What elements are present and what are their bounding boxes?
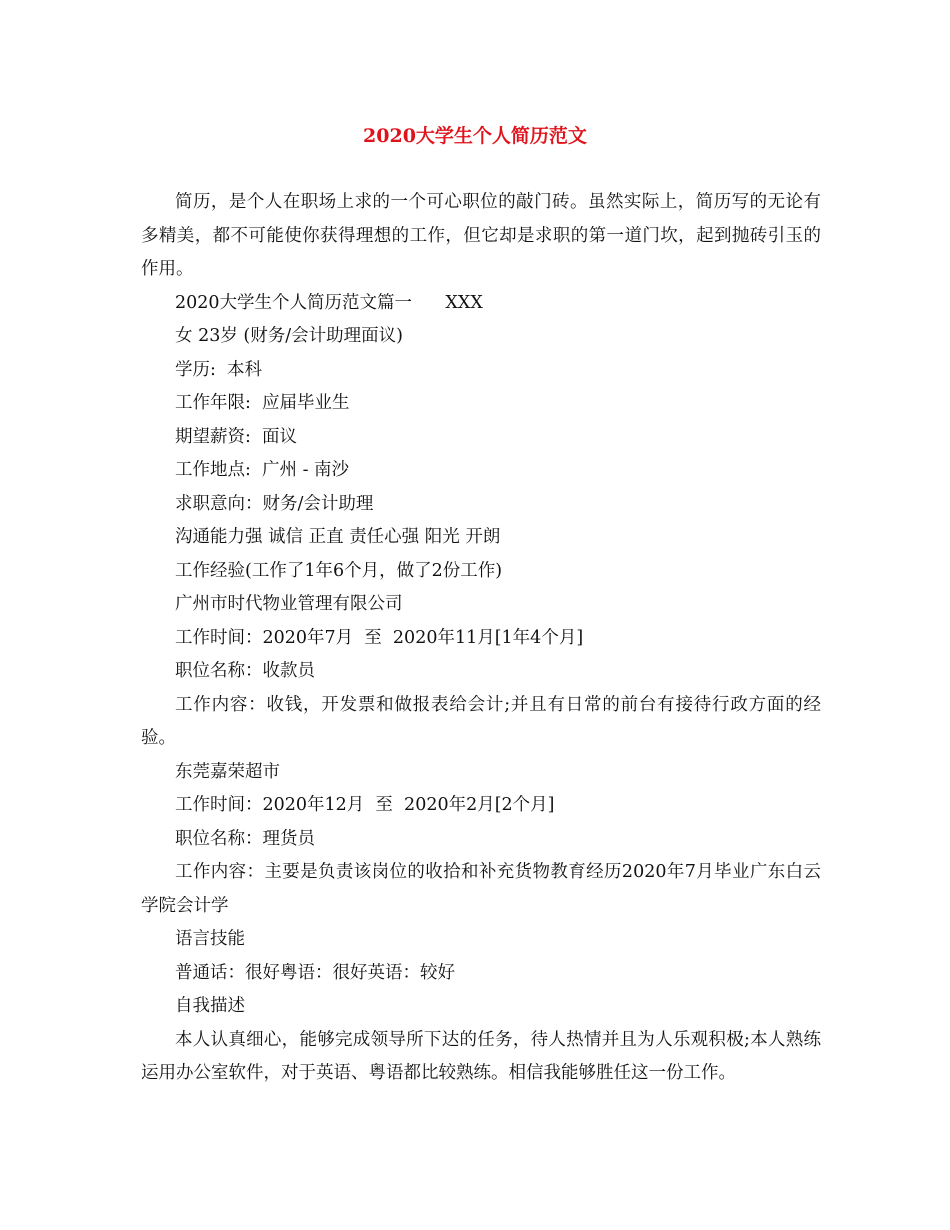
education-line: 学历: 本科 [175,359,263,380]
document-body [141,186,821,1091]
self-description-heading: 自我描述 [175,996,245,1016]
work-location-line: 工作地点: 广州 - 南沙 [175,460,350,480]
document-title: 2020大学生个人简历范文 [363,125,587,147]
company1-position: 职位名称：收款员 [175,661,315,681]
company2-name: 东莞嘉荣超市 [175,761,280,782]
language-skills-heading: 语言技能 [175,929,245,949]
job-intention-line: 求职意向：财务/会计助理 [175,493,374,514]
company1-name: 广州市时代物业管理有限公司 [175,594,403,614]
company2-position: 职位名称：理货员 [175,828,315,849]
self-description-paragraph: 本人认真细心，能够完成领导所下达的任务，待人热情并且为人乐观积极;本人熟练运用办公室软件，对于英语、粤语都比较熟练。相信我能够胜任这一份工作。 [141,1029,821,1083]
gender-age-line: 女 23岁 (财务/会计助理面议) [175,326,403,346]
company2-content: 工作内容：主要是负责该岗位的收拾和补充货物教育经历2020年7月毕业广东白云学院会计学 [141,862,821,916]
company2-time: 工作时间：2020年12月 至 2020年2月[2个月] [175,795,555,815]
resume-heading: 2020大学生个人简历范文篇一 XXX [175,292,483,313]
language-skills-line: 普通话：很好粤语：很好英语：较好 [175,962,455,983]
company1-time: 工作时间：2020年7月 至 2020年11月[1年4个月] [175,627,584,648]
traits-line: 沟通能力强 诚信 正直 责任心强 阳光 开朗 [175,527,501,547]
work-years-line: 工作年限: 应届毕业生 [175,393,350,413]
experience-summary-line: 工作经验(工作了1年6个月，做了2份工作) [175,560,503,581]
expected-salary-line: 期望薪资: 面议 [175,426,298,447]
company1-content: 工作内容：收钱，开发票和做报表给会计;并且有日常的前台有接待行政方面的经验。 [141,694,821,748]
intro-paragraph: 简历，是个人在职场上求的一个可心职位的敲门砖。虽然实际上，简历写的无论有多精美，都不可能使你获得理想的工作，但它却是求职的第一道门坎，起到抛砖引玉的作用。 [141,192,821,279]
